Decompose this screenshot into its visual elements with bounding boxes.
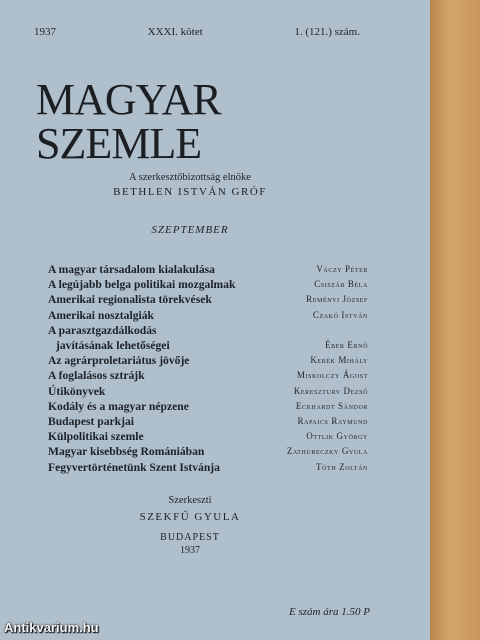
toc-title: A foglalásos sztrájk xyxy=(48,369,145,383)
toc-item xyxy=(48,277,368,292)
toc-title: A parasztgazdálkodás xyxy=(48,323,157,337)
header-issue: 1. (121.) szám. xyxy=(294,26,360,38)
toc-title: A legújabb belga politikai mozgalmak xyxy=(48,278,236,292)
toc-item xyxy=(48,414,368,429)
toc-item xyxy=(48,399,368,414)
toc-title: Budapest parkjai xyxy=(48,415,135,429)
chair-caption: A szerkesztőbizottság elnöke xyxy=(129,172,251,183)
toc-author: Zathureczky Gyula xyxy=(286,446,368,457)
toc-title: Külpolitikai szemle xyxy=(48,430,144,444)
toc-title: Amerikai regionalista törekvések xyxy=(48,293,212,307)
toc-title: Fegyvertörténetünk Szent Istvánja xyxy=(48,460,220,474)
toc-title: Kodály és a magyar népzene xyxy=(48,399,189,413)
toc-title-continued: javításának lehetőségei xyxy=(56,339,170,353)
toc-title: Amerikai nosztalgiák xyxy=(48,308,154,322)
toc-author: Czakó István xyxy=(312,309,368,320)
publication-year: 1937 xyxy=(180,545,200,556)
toc-author: Kerék Mihály xyxy=(310,355,368,366)
toc-item xyxy=(48,292,368,307)
toc-item xyxy=(48,368,368,383)
toc-title: Magyar kisebbség Romániában xyxy=(48,445,205,459)
header-volume: XXXI. kötet xyxy=(147,26,203,38)
toc-author: Rapaics Raymund xyxy=(297,416,368,427)
toc-item xyxy=(48,444,368,459)
table-of-contents xyxy=(48,262,368,475)
toc-item xyxy=(48,353,368,368)
toc-item xyxy=(48,384,368,399)
publication-city: BUDAPEST xyxy=(160,532,220,543)
toc-item xyxy=(48,429,368,444)
toc-author: Eckhardt Sándor xyxy=(295,400,368,411)
toc-item xyxy=(48,262,368,277)
issue-month: SZEPTEMBER xyxy=(151,224,229,236)
toc-author: Reményi József xyxy=(306,294,368,305)
site-watermark: Antikvarium.hu xyxy=(4,620,99,635)
toc-title: A magyar társadalom kialakulása xyxy=(48,263,215,276)
toc-item xyxy=(48,460,368,475)
cover-spine-edge xyxy=(430,0,480,640)
chair-name: BETHLEN ISTVÁN GRÓF xyxy=(113,186,267,198)
toc-author: Váczy Péter xyxy=(316,264,368,274)
toc-author: Ottlik György xyxy=(306,431,368,442)
editor-caption: Szerkeszti xyxy=(168,495,212,506)
toc-author: Keresztury Dezső xyxy=(293,385,368,396)
issue-price: E szám ára 1.50 P xyxy=(289,606,370,618)
header-year: 1937 xyxy=(34,26,56,38)
toc-author: Tóth Zoltán xyxy=(316,461,368,472)
toc-title: Az agrárproletariátus jövője xyxy=(48,354,190,368)
editor-name: SZEKFŰ GYULA xyxy=(139,511,241,523)
toc-item xyxy=(48,323,368,353)
toc-title: Útikönyvek xyxy=(48,384,106,398)
toc-item xyxy=(48,308,368,323)
magazine-title: MAGYAR SZEMLE xyxy=(36,75,221,168)
toc-author: Éber Ernő xyxy=(325,340,368,351)
toc-author: Csiszár Béla xyxy=(314,279,368,290)
cover-header xyxy=(34,26,360,38)
toc-author: Miskolczy Ágost xyxy=(296,370,368,381)
